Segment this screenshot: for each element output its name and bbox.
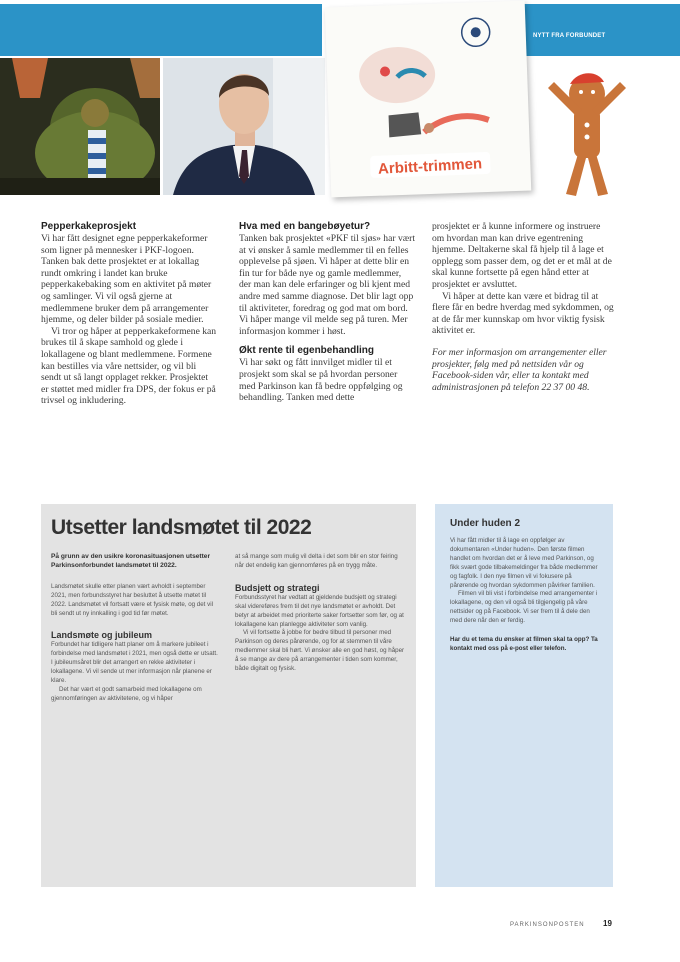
- photo-portrait: [163, 58, 325, 195]
- article-column-3: [432, 221, 614, 393]
- heading-egenbehandling: Økt rente til egenbehandling: [239, 345, 375, 357]
- paragraph: Filmen vil bli vist i forbindelse med arrangementer i lokallagene, og den vil også bli tilgjengelig på våre nettsider og på Facebook. Vi ser frem til å dele den med dere når den er ferdig.: [450, 590, 598, 625]
- header-band-left: [0, 4, 322, 56]
- under-huden-title: Under huden 2: [450, 518, 521, 529]
- heading-pepperkake: Pepperkakeprosjekt: [41, 221, 137, 232]
- paragraph: Vi har søkt og fått innvilget midler til et prosjekt som skal se på hvordan personer med Parkinson kan få bedre oppfølging og behandling. Tanken med dette: [239, 357, 403, 404]
- article-column-2: [239, 221, 415, 404]
- paragraph: Vi har fått midler til å lage en oppfølger av dokumentaren «Under huden». Den første filmen handlet om hvordan det er å leve med Parkinson, og fikk svært gode tilbakemeldinger fra både medlemmer og fagfolk. I den nye filmen vil vi fokusere på pårørende og hvordan sykdommen påvirker familien.: [450, 537, 598, 589]
- paragraph: Har du et tema du ønsker at filmen skal ta opp? Ta kontakt med oss på e-post eller telefon.: [450, 636, 598, 652]
- paragraph: Vi har fått designet egne pepperkakeformer som ligner på mennesker i PKF-logoen. Tanken bak dette prosjektet er at lokallag rundt omkring i landet kan bruke pepperkakebaking som en aktivitet på møter og samlinger. Vi vil også gjerne at medlemmene bruker dem på arrangementer hjemme, og deler bilder på sosiale medier.: [41, 233, 212, 326]
- photo-christmas-scene: [0, 58, 160, 195]
- paragraph: Vi håper at dette kan være et bidrag til at flere får en bedre hverdag med sykdommen, og at de får mer kunnskap om hvor viktig fysisk aktivitet er.: [432, 290, 614, 337]
- section-tag: NYTT FRA FORBUNDET: [533, 33, 606, 39]
- heading-landsmote-jubileum: Landsmøte og jubileum: [51, 630, 153, 641]
- header-band-right: [523, 4, 680, 56]
- lead-paragraph: På grunn av den usikre koronasituasjonen utsetter Parkinsonforbundet landsmøtet til 2022.: [51, 553, 211, 569]
- gingerbread-figure: [540, 70, 635, 200]
- heading-budsjett-strategi: Budsjett og strategi: [235, 582, 320, 593]
- paragraph: Forbundsstyret har vedtatt at gjeldende budsjett og strategi skal videreføres frem til det nye landsmøtet er avholdt. Det betyr at arbeidet med prioriterte saker fortsetter som før, og at lokallagene kan planlegge aktiviteter som vanlig.: [235, 593, 404, 628]
- under-huden-content: [450, 518, 600, 654]
- heading-bangebøyetur: Hva med en bangebøyetur?: [239, 221, 371, 232]
- landsmote-col-1: [51, 553, 219, 704]
- article-column-1: [41, 221, 217, 407]
- page-number: 19: [603, 919, 612, 928]
- magazine-name: PARKINSONPOSTEN: [510, 922, 585, 928]
- paragraph: Tanken bak prosjektet «PKF til sjøs» har vært at vi ønsker å samle medlemmer til en felles opplevelse på sjøen. Vi håper at dette blir en fin tur for både nye og gamle medlemmer, der man kan dele erfaringer og bli kjent med andre med samme diagnose. Det blir lagt opp til aktiviteter, foredrag og god mat om bord. Vi håper mange vil melde seg på turen. Mer informasjon kommer i høst.: [239, 233, 415, 337]
- paragraph: Vi vil fortsette å jobbe for bedre tilbud til personer med Parkinson og deres pårørende, og for at stemmen til våre medlemmer skal bli hørt. Vi ønsker alle en god høst, og håper å se mange av dere på arrangementer i tiden som kommer, både digitalt og fysisk.: [235, 629, 405, 673]
- paragraph: Vi tror og håper at pepperkakeformene kan brukes til å skape samhold og glede i lokallagene og blant medlemmene. Formene kan bestilles via våre nettsider, og vil bli sendt ut så langt opplaget rekker. Prosjektet er støttet med midler fra DPS, der fokus er på trivsel og inkludering.: [41, 325, 217, 407]
- landsmote-col-2: [235, 553, 405, 674]
- paragraph: at så mange som mulig vil delta i det som blir en stor feiring når det endelig kan gjennomføres på en trygg måte.: [235, 553, 398, 569]
- info-paragraph: For mer informasjon om arrangementer eller prosjekter, følg med på nettsiden vår og Facebook-siden vår, eller ta kontakt med administrasjonen på telefon 22 37 00 48.: [432, 346, 607, 393]
- landsmote-title: Utsetter landsmøtet til 2022: [51, 516, 312, 539]
- paragraph: Landsmøtet skulle etter planen vært avholdt i september 2021, men forbundsstyret har besluttet å utsette møtet til 2022. Landsmøtet vil fortsatt være et fysisk møte, og det vil bli sendt ut ny innkalling i god tid før møtet.: [51, 582, 213, 617]
- paragraph: Det har vært et godt samarbeid med lokallagene om gjennomføringen av aktivitetene, og vi håper: [51, 685, 202, 702]
- card-caption: Arbitt-trimmen: [377, 155, 483, 178]
- paragraph: prosjektet er å kunne informere og instruere om hvordan man kan drive egentrening hjemme. Deltakerne skal få hjelp til å lage et opplegg som passer dem, og det er et mål at de skal kunne fortsette på egen hånd etter at prosjektet er avsluttet.: [432, 221, 612, 290]
- paragraph: Forbundet har tidligere hatt planer om å markere jubileet i forbindelse med landsmøtet i 2021, men også dette er utsatt. I jubileumsåret blir det arrangert en rekke aktiviteter i lokallagene. Vi vil sende ut mer informasjon når planene er klare.: [51, 641, 218, 685]
